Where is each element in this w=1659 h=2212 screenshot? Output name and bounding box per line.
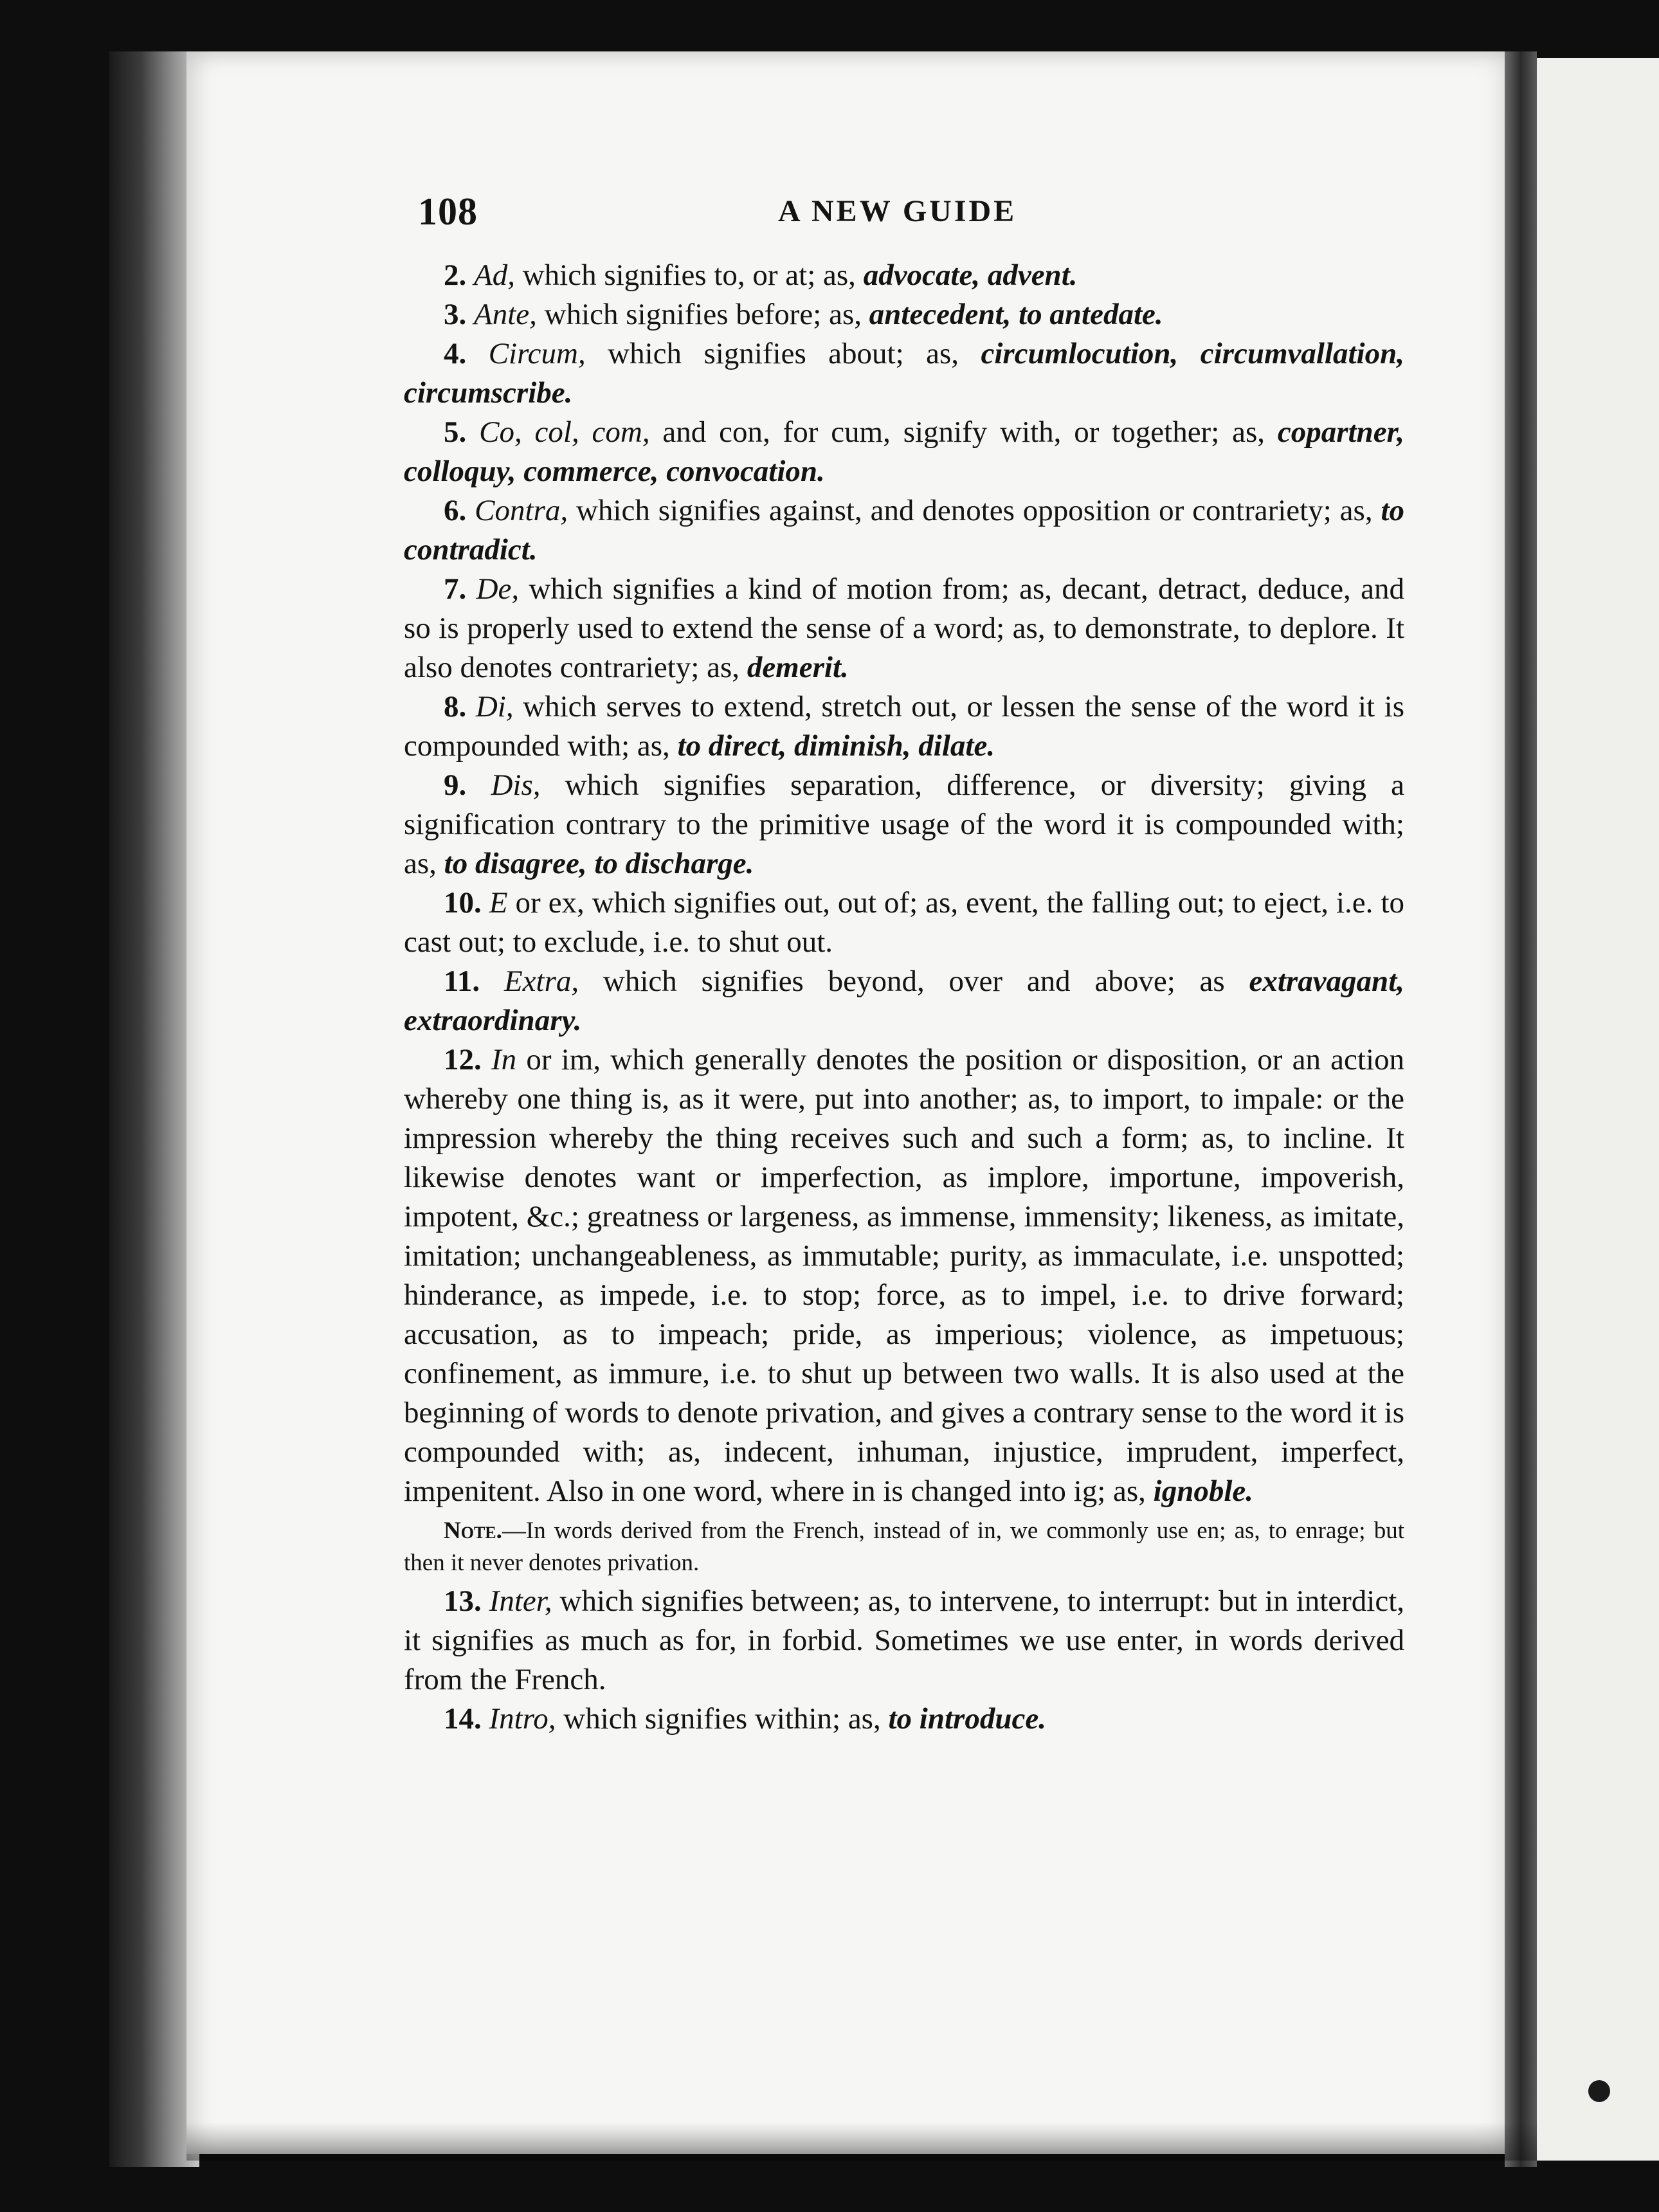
entry-paragraph (404, 884, 1404, 962)
entry-examples: to contradict. (404, 494, 1405, 567)
entry-number: 12. (444, 1043, 482, 1076)
entry-text: which signifies a kind of motion from; as, decant, detract, deduce, and so is properly used to extend the sense of a word; as, to demonstrate, to deplore. It also denotes contrariety; as, (404, 572, 1404, 684)
entry-term: Di, (475, 690, 514, 723)
page-body (404, 256, 1404, 1739)
book-gutter (1505, 51, 1537, 2167)
running-head: A NEW GUIDE (778, 194, 1017, 228)
entry-term: In (491, 1043, 517, 1076)
entry-paragraph (404, 491, 1404, 570)
entry-text: or ex, which signifies out, out of; as, event, the falling out; to eject, i.e. to cast out; to exclude, i.e. to shut out. (404, 886, 1405, 959)
entry-term: Dis, (491, 768, 541, 802)
entry-number: 13. (444, 1584, 482, 1618)
entry-paragraph (404, 687, 1404, 766)
entry-examples: advocate, advent. (863, 258, 1078, 292)
entry-paragraph (404, 1040, 1404, 1511)
entry-term: Inter, (489, 1584, 552, 1618)
entry-text: which signifies between; as, to intervene, to interrupt: but in interdict, it signifies as much as for, in forbid. Sometimes we use enter, in words derived from the French. (404, 1584, 1405, 1696)
entry-text: which signifies beyond, over and above; as (579, 965, 1249, 998)
entry-term: Intro, (489, 1702, 556, 1736)
entry-number: 8. (444, 690, 467, 723)
entry-number: 11. (444, 965, 480, 998)
entry-text: which signifies separation, difference, or diversity; giving a signification contrary to the primitive usage of the word it is compounded with; as, (404, 768, 1404, 880)
entry-number: 14. (444, 1702, 482, 1736)
entry-term: Ante, (474, 298, 537, 331)
entry-term: Contra, (475, 494, 568, 527)
entry-paragraph (404, 256, 1404, 295)
ink-blot (1588, 2080, 1610, 2102)
entry-number: 4. (444, 337, 467, 370)
page-number: 108 (418, 190, 478, 233)
note-label: Note. (444, 1518, 502, 1544)
entry-text: or im, which generally denotes the position or disposition, or an action whereby one thing is, as it were, put into another; as, to import, to impale: or the impression whereby the thing receives such and such a form; as, to incline. It likewise denotes want or imperfection, as implore, importune, impoverish, impotent, &c.; greatness or largeness, as immense, immensity; likeness, as imitate, imitation; unchangeableness, as immutable; purity, as immaculate, i.e. unspotted; hinderance, as impede, i.e. to stop; force, as to impel, i.e. to drive forward; accusation, as to impeach; pride, as imperious; violence, as impetuous; confinement, as immure, i.e. to shut up between two walls. It is also used at the beginning of words to denote privation, and gives a contrary sense to the word it is compounded with; as, indecent, inhuman, injustice, imprudent, imperfect, impenitent. Also in one word, where in is changed into ig; as, (404, 1043, 1404, 1508)
entry-term: Circum, (488, 337, 586, 370)
entry-text: which signifies within; as, (556, 1702, 889, 1736)
entry-paragraph (404, 1582, 1404, 1700)
entry-paragraph (404, 766, 1404, 884)
entry-term: Extra, (503, 965, 579, 998)
entry-examples: extravagant, extraordinary. (404, 965, 1405, 1037)
note-paragraph (404, 1515, 1404, 1579)
entry-text: which signifies about; as, (585, 337, 981, 370)
entry-number: 10. (444, 886, 482, 920)
entry-examples: to direct, diminish, dilate. (677, 729, 995, 763)
entry-number: 9. (444, 768, 467, 802)
entry-paragraph (404, 962, 1404, 1040)
entry-text: which signifies to, or at; as, (514, 258, 864, 292)
entry-paragraph (404, 413, 1404, 491)
entry-text: which serves to extend, stretch out, or lessen the sense of the word it is compounded with; as, (404, 690, 1405, 763)
page-header (418, 190, 1408, 235)
entry-text: which signifies against, and denotes opposition or contrariety; as, (568, 494, 1381, 527)
entry-number: 3. (444, 298, 467, 331)
page-shadow (186, 2122, 1537, 2161)
entry-number: 7. (444, 572, 467, 606)
entry-paragraph (404, 295, 1404, 334)
book-edge (109, 51, 199, 2167)
entry-paragraph (404, 1700, 1404, 1739)
entry-examples: circumlocution, circumvallation, circumscribe. (404, 337, 1404, 410)
entry-number: 5. (444, 415, 467, 449)
entry-text: which signifies before; as, (536, 298, 869, 331)
entry-examples: ignoble. (1153, 1474, 1254, 1508)
entry-number: 2. (444, 258, 467, 292)
entry-examples: to introduce. (888, 1702, 1046, 1736)
entry-text: and con, for cum, signify with, or together; as, (649, 415, 1278, 449)
entry-examples: antecedent, to antedate. (869, 298, 1163, 331)
entry-term: Ad, (474, 258, 515, 292)
entry-list-continued (404, 1582, 1404, 1739)
entry-paragraph (404, 570, 1404, 687)
entry-term: De, (476, 572, 520, 606)
entry-examples: to disagree, to discharge. (444, 847, 754, 880)
entry-number: 6. (444, 494, 467, 527)
facing-page-edge (1537, 58, 1659, 2161)
entry-term: Co, col, com, (479, 415, 650, 449)
entry-list (404, 256, 1404, 1511)
entry-paragraph (404, 334, 1404, 413)
note-text: —In words derived from the French, instead of in, we commonly use en; as, to enrage; but then it never denotes privation. (404, 1518, 1404, 1576)
entry-examples: copartner, colloquy, commerce, convocation. (404, 415, 1405, 488)
entry-examples: demerit. (747, 651, 849, 684)
entry-term: E (489, 886, 508, 920)
